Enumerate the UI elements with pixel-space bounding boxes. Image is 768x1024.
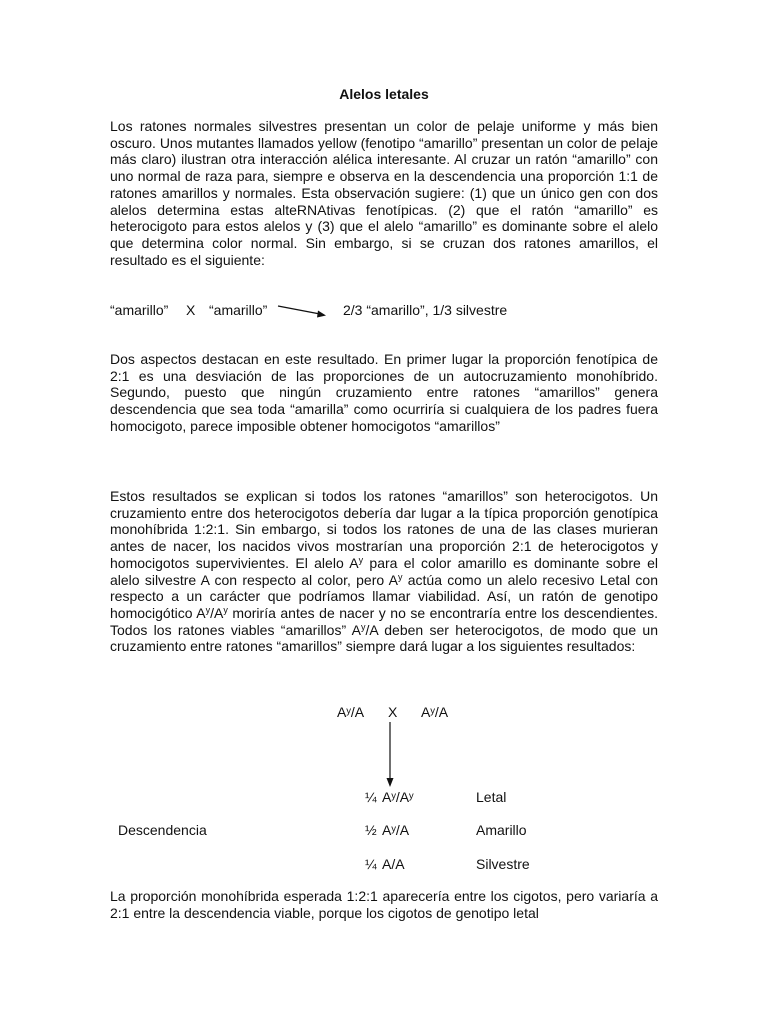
progeny-fraction: ¼ — [365, 789, 377, 805]
cross1-operator: X — [186, 302, 196, 318]
progeny-phenotype: Silvestre — [476, 856, 530, 872]
progeny-phenotype: Amarillo — [476, 822, 527, 838]
paragraph-conclusion: La proporción monohíbrida esperada 1:2:1 aparecería entre los cigotos, pero variaría a 2:1 entre la descendencia viable, porque los cigotos de genotipo letal — [110, 888, 658, 921]
progeny-row — [0, 856, 768, 876]
progeny-fraction: ¼ — [365, 856, 377, 872]
cross2-right-parent: Aʸ/A — [421, 704, 449, 720]
progeny-label: Descendencia — [118, 822, 207, 838]
paragraph-explanation: Estos resultados se explican si todos los ratones “amarillos” son heterocigotos. Un cruzamiento entre dos heterocigotos debería dar lugar a la típica proporción genotípica monohíbrida 1:2:1. Sin embargo, si todos los ratones de una de las clases murieran antes de nacer, los nacidos vivos mostrarían una proporción 2:1 de heterocigotos y homocigotos supervivientes. El alelo $A^y$ para el color amarillo es dominante sobre el alelo silvestre A con respecto al color, pero $A^y$ actúa como un alelo recesivo Letal con respecto a un carácter que podríamos llamar viabilidad. Así, un ratón de genotipo homocigótico $A^y/A^y$ moriría antes de nacer y no se encontraría entre los descendientes. Todos los ratones viables “amarillos” $A^y/A$ deben ser heterocigotos, de modo que un cruzamiento entre ratones “amarillos” siempre dará lugar a los siguientes resultados: — [110, 488, 658, 655]
progeny-phenotype: Letal — [476, 789, 507, 805]
cross1-left-parent: “amarillo” — [110, 302, 169, 318]
paragraph-observations: Dos aspectos destacan en este resultado. En primer lugar la proporción fenotípica de 2:1 es una desviación de las proporciones de un autocruzamiento monohíbrido. Segundo, puesto que ningún cruzamiento entre ratones “amarillos” genera descendencia que sea toda “amarilla” como ocurriría si cualquiera de los padres fuera homocigoto, parece imposible obtener homocigotos “amarillos” — [110, 351, 658, 434]
cross2-operator: X — [388, 704, 398, 720]
paragraph-intro: Los ratones normales silvestres presentan un color de pelaje uniforme y más bien oscuro. Unos mutantes llamados yellow (fenotipo “amarillo” presentan un color de pelaje más claro) ilustran otra interacción alélica interesante. Al cruzar un ratón “amarillo” con uno normal de raza para, siempre e observa en la descendencia una proporción 1:1 de ratones amarillos y normales. Esta observación sugiere: (1) que un único gen con dos alelos determina estas alteRNAtivas fenotípicas. (2) que el ratón “amarillo” es heterocigoto para estos alelos y (3) que el alelo “amarillo” es dominante sobre el alelo que determina color normal. Sin embargo, si se cruzan dos ratones amarillos, el resultado es el siguiente: — [110, 118, 658, 268]
progeny-row — [0, 789, 768, 809]
cross1-right-parent: “amarillo” — [209, 302, 268, 318]
progeny-genotype: A/A — [382, 856, 405, 872]
cross2-arrow-icon — [384, 722, 396, 788]
progeny-row — [0, 822, 768, 842]
progeny-fraction: ½ — [365, 822, 377, 838]
cross1-result: 2/3 “amarillo”, 1/3 silvestre — [343, 302, 508, 318]
progeny-genotype: Aʸ/A — [382, 822, 410, 838]
cross-phenotype — [110, 302, 670, 322]
document-title: Alelos letales — [339, 86, 429, 102]
progeny-genotype: Aʸ/Aʸ — [382, 789, 414, 805]
cross1-arrow-icon — [278, 304, 328, 320]
cross-genotype — [0, 704, 768, 724]
cross2-left-parent: Aʸ/A — [337, 704, 365, 720]
